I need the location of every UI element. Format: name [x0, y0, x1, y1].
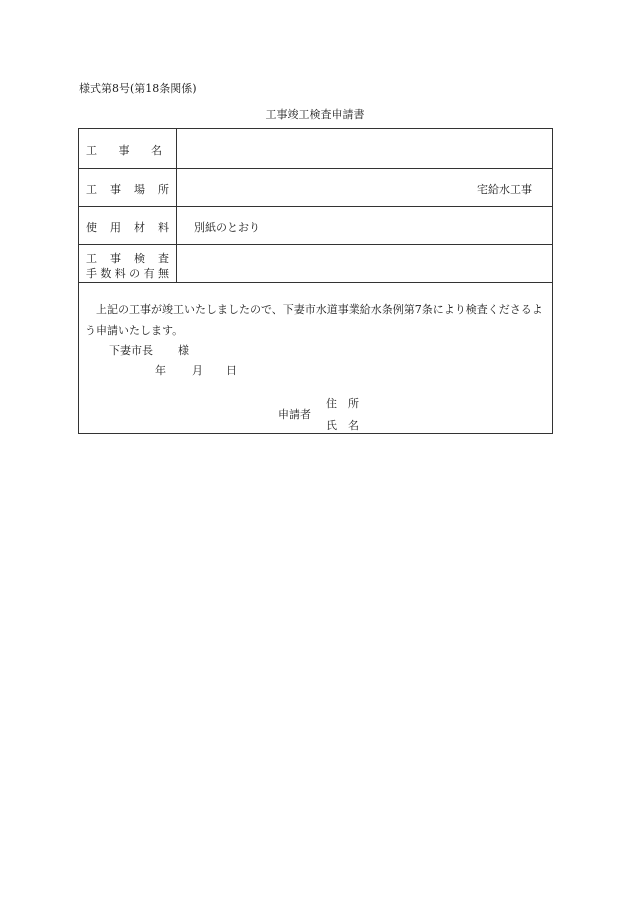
addressee: 下妻市長: [109, 344, 153, 357]
application-form-table: [78, 128, 553, 434]
label-char: 工: [86, 252, 97, 265]
label-char: 検: [134, 252, 145, 265]
label-char: 料: [158, 221, 169, 234]
label-char: 工: [86, 144, 97, 157]
label-char: 事: [110, 183, 121, 196]
row-project-location: [79, 169, 552, 207]
row-materials: [79, 207, 552, 245]
form-number: 様式第8号(第18条関係): [79, 82, 197, 95]
label-char: 用: [110, 221, 121, 234]
label-char: 料: [114, 267, 126, 280]
label-char: 場: [134, 183, 145, 196]
label-char: の: [129, 267, 141, 280]
date-day-label: 日: [226, 364, 237, 377]
row-inspection-fee: [79, 245, 552, 283]
applicant-address-label: 住 所: [326, 397, 359, 410]
declaration-body: [85, 299, 546, 341]
project-location-field[interactable]: 宅給水工事: [477, 183, 532, 196]
label-char: 無: [157, 267, 169, 280]
honorific: 様: [178, 344, 189, 357]
label-char: 手: [86, 267, 97, 280]
label-char: 事: [110, 252, 121, 265]
label-char: 名: [151, 144, 162, 157]
label-char: 工: [86, 183, 97, 196]
row-project-name: [79, 129, 552, 169]
applicant-label: 申請者: [278, 408, 311, 421]
date-month-label: 月: [192, 364, 203, 377]
declaration-text: 上記の工事が竣工いたしましたので、下妻市水道事業給水条例第7条により検査くださるよう申請いたします。: [85, 303, 543, 337]
label-char: 使: [86, 221, 97, 234]
project-name-label: [79, 129, 177, 168]
date-year-label: 年: [155, 364, 166, 377]
label-char: 査: [158, 252, 169, 265]
form-title: 工事竣工検査申請書: [265, 108, 365, 121]
label-char: 数: [100, 267, 112, 280]
label-char: 材: [134, 221, 145, 234]
label-char: 有: [143, 267, 155, 280]
materials-label: [79, 207, 177, 244]
inspection-fee-label: [79, 245, 177, 282]
label-char: 所: [158, 183, 169, 196]
project-location-label: [79, 169, 177, 206]
materials-field[interactable]: 別紙のとおり: [194, 221, 260, 234]
label-char: 事: [118, 144, 130, 157]
applicant-name-label: 氏 名: [326, 419, 359, 432]
